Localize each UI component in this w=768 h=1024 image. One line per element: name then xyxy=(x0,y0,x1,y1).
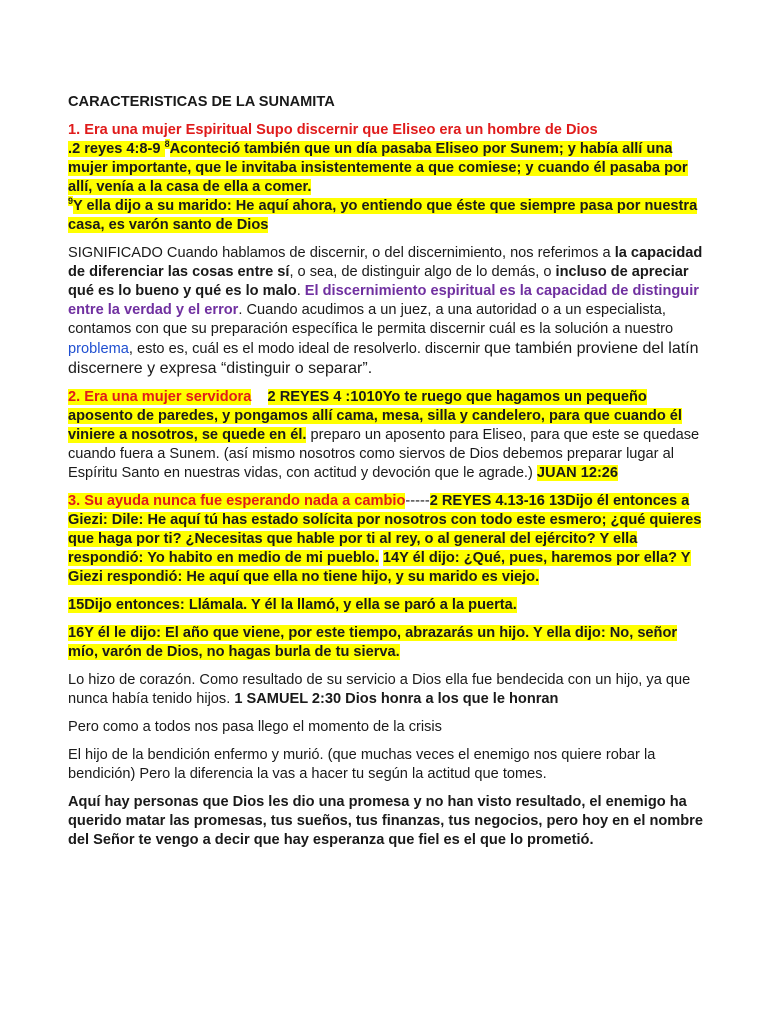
verse-15-paragraph xyxy=(68,596,704,615)
section-1-heading: 1. Era una mujer Espiritual Supo discernir que Eliseo era un hombre de Dios xyxy=(68,122,598,138)
significado-h: , esto es, cuál es el modo ideal de resolverlo. discernir xyxy=(128,341,485,357)
document-title: CARACTERISTICAS DE LA SUNAMITA xyxy=(68,94,335,110)
section-2-gap xyxy=(251,389,267,405)
verse-8-number: 8 xyxy=(164,139,170,150)
significado-paragraph xyxy=(68,244,704,379)
section-2-verse: 2 REYES 4 :1010Yo te ruego que hagamos un pequeño aposento de paredes, y pongamos allí cama, mesa, silla y candelero, para que cuando él viniere a nosotros, se quede en él. xyxy=(68,389,682,443)
corazon-paragraph xyxy=(68,671,704,709)
verse-16-paragraph xyxy=(68,624,704,662)
section-2-text: preparo un aposento para Eliseo, para que este se quedase cuando fuera a Sunem. (así mismo nosotros como siervos de Dios debemos preparar lugar al Espíritu Santo en nuestras vidas, con actitud y devoción que le agrade.) xyxy=(68,427,700,481)
significado-g: . Cuando acudimos a un juez, a una autoridad o a un especialista, contamos con que su preparación específica le permita discernir cuál es la solución a nuestro xyxy=(68,302,674,337)
final-paragraph: Aquí hay personas que Dios les dio una promesa y no han visto resultado, el enemigo ha querido matar las promesas, tus sueños, tus finanzas, tus negocios, pero hoy en el nombre del Señor te vengo a decir que hay esperanza que fiel es el que lo prometió. xyxy=(68,794,703,848)
significado-c: , o sea, de distinguir algo de lo demás, o xyxy=(289,264,556,280)
samuel-ref: 1 SAMUEL 2:30 Dios honra a los que le honran xyxy=(234,691,559,707)
verse-8-text: Aconteció también que un día pasaba Eliseo por Sunem; y había allí una mujer importante, que le invitaba insistentemente a que comiese; y cuando él pasaba por allí, venía a la casa de ella a comer. xyxy=(68,141,688,195)
significado-e: . xyxy=(296,283,305,299)
verse-9-number: 9 xyxy=(68,196,74,207)
section-1-ref: 2 reyes 4:8-9 xyxy=(72,141,165,157)
significado-i: que también proviene del latín discernere y expresa “distinguir o separar”. xyxy=(68,340,699,377)
problema-link[interactable]: problema xyxy=(68,341,129,357)
significado-f: El discernimiento espiritual es la capacidad de distinguir entre la verdad y el error xyxy=(68,283,699,318)
section-3-heading: 3. Su ayuda nunca fue esperando nada a cambio xyxy=(68,493,406,509)
verse-9-text: Y ella dijo a su marido: He aquí ahora, yo entiendo que éste que siempre pasa por nuestra casa, es varón santo de Dios xyxy=(68,198,698,233)
section-2-ref: JUAN 12:26 xyxy=(536,465,619,481)
section-3-dashes: ----- xyxy=(405,493,430,509)
verse-15-text: 15Dijo entonces: Llámala. Y él la llamó, y ella se paró a la puerta. xyxy=(68,597,517,613)
section-2-heading: 2. Era una mujer servidora xyxy=(68,389,252,405)
section-2-paragraph xyxy=(68,388,704,483)
section-3-ref: 2 REYES 4.13-16 xyxy=(429,493,545,509)
section-1-verses xyxy=(68,140,704,235)
verse-14-text: 14Y él dijo: ¿Qué, pues, haremos por ella? Y Giezi respondió: He aquí que ella no tiene hijo, y su marido es viejo. xyxy=(68,550,691,585)
crisis-paragraph: Pero como a todos nos pasa llego el momento de la crisis xyxy=(68,719,442,735)
significado-a: SIGNIFICADO Cuando hablamos de discernir, o del discernimiento, nos referimos a xyxy=(68,245,615,261)
significado-d: incluso de apreciar qué es lo bueno y qué es lo malo xyxy=(68,264,689,299)
document-body xyxy=(68,93,704,850)
verse-16-text: 16Y él le dijo: El año que viene, por este tiempo, abrazarás un hijo. Y ella dijo: No, señor mío, varón de Dios, no hagas burla de tu sierva. xyxy=(68,625,678,660)
section-3-paragraph xyxy=(68,492,704,587)
significado-b: la capacidad de diferenciar las cosas entre sí xyxy=(68,245,703,280)
corazon-text: Lo hizo de corazón. Como resultado de su servicio a Dios ella fue bendecida con un hijo, ya que nunca había tenido hijos. xyxy=(68,672,691,707)
section-1-pre: . xyxy=(68,141,73,157)
hijo-paragraph: El hijo de la bendición enfermo y murió. (que muchas veces el enemigo nos quiere robar la bendición) Pero la diferencia la vas a hacer tu según la actitud que tomes. xyxy=(68,747,656,782)
verse-13-text: 13Dijo él entonces a Giezi: Dile: He aquí tú has estado solícita por nosotros con todo este esmero; ¿qué quieres que haga por ti? ¿Necesitas que hable por ti al rey, o al general del ejército? Y ella respondió: Yo habito en medio de mi pueblo. xyxy=(68,493,702,566)
